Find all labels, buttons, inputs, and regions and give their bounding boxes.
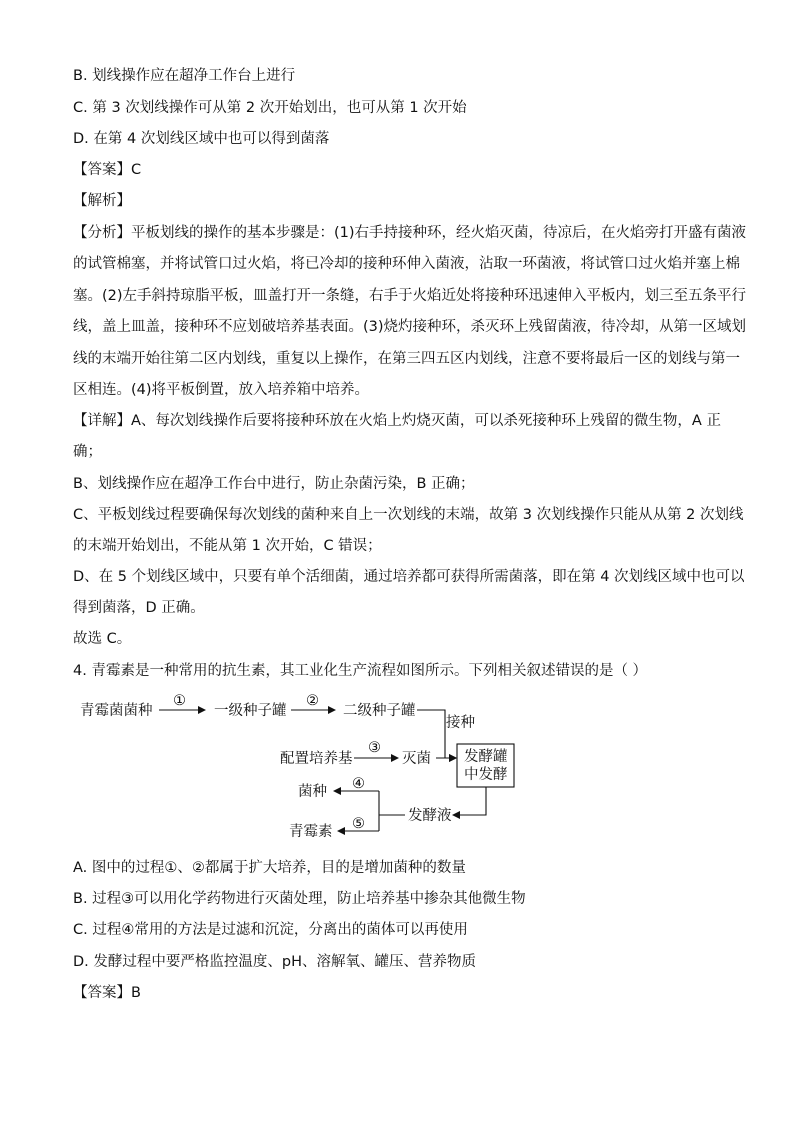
option-c: C. 过程④常用的方法是过滤和沉淀，分离出的菌体可以再使用 bbox=[73, 922, 468, 938]
text-line: D、在 5 个划线区域中，只要有单个活细菌，通过培养都可获得所需菌落，即在第 4 次划线区域中也可以 bbox=[73, 569, 745, 585]
text-line: 确； bbox=[73, 444, 102, 460]
text-line: 故选 C。 bbox=[73, 631, 132, 647]
text-line: 【分析】平板划线的操作的基本步骤是：(1)右手持接种环，经火焰灭菌，待凉后，在火焰旁打开盛有菌液 bbox=[73, 225, 747, 241]
text-line: C. 第 3 次划线操作可从第 2 次开始划出，也可从第 1 次开始 bbox=[73, 100, 467, 116]
step-4-label: ④ bbox=[352, 776, 365, 792]
arrow-broth bbox=[453, 787, 486, 815]
option-d: D. 发酵过程中要严格监控温度、pH、溶解氧、罐压、营养物质 bbox=[73, 954, 476, 970]
node-broth: 发酵液 bbox=[408, 808, 452, 824]
step-2-label: ② bbox=[306, 693, 319, 709]
text-line: B. 划线操作应在超净工作台上进行 bbox=[73, 68, 296, 84]
node-fermenter-2: 中发酵 bbox=[464, 767, 508, 783]
text-line: D. 在第 4 次划线区域中也可以得到菌落 bbox=[73, 131, 330, 147]
text-line: 的试管棉塞，并将试管口过火焰，将已冷却的接种环伸入菌液，沾取一环菌液，将试管口过火焰并塞上棉 bbox=[73, 256, 740, 272]
text-line: 得到菌落，D 正确。 bbox=[73, 600, 205, 616]
node-strain: 青霉菌菌种 bbox=[80, 703, 153, 719]
step-3-label: ③ bbox=[368, 740, 381, 756]
inoculate-label: 接种 bbox=[446, 715, 475, 731]
text-line: 的末端开始划出，不能从第 1 次开始，C 错误； bbox=[73, 538, 382, 554]
analysis-label: 【解析】 bbox=[73, 193, 131, 209]
text-line: 线的末端开始往第二区内划线，重复以上操作，在第三四五区内划线，注意不要将最后一区的划线与第一 bbox=[73, 351, 740, 367]
answer-label: 【答案】B bbox=[73, 985, 141, 1001]
node-primary-tank: 一级种子罐 bbox=[214, 703, 287, 719]
node-strain-out: 菌种 bbox=[298, 784, 327, 800]
text-line: 【详解】A、每次划线操作后要将接种环放在火焰上灼烧灭菌，可以杀死接种环上残留的微生物，A 正 bbox=[73, 413, 721, 429]
question-stem: 4. 青霉素是一种常用的抗生素，其工业化生产流程如图所示。下列相关叙述错误的是（ ） bbox=[73, 663, 648, 679]
text-line: 区相连。(4)将平板倒置，放入培养箱中培养。 bbox=[73, 382, 370, 398]
text-line: C、平板划线过程要确保每次划线的菌种来自上一次划线的末端，故第 3 次划线操作只能从从第 2 次划线 bbox=[73, 507, 744, 523]
answer-label: 【答案】C bbox=[73, 162, 142, 178]
node-medium: 配置培养基 bbox=[280, 751, 353, 767]
node-penicillin: 青霉素 bbox=[289, 824, 333, 840]
text-line: 塞。(2)左手斜持琼脂平板，皿盖打开一条缝，右手于火焰近处将接种环迅速伸入平板内，划三至五条平行 bbox=[73, 288, 747, 304]
node-sterilize: 灭菌 bbox=[402, 751, 431, 767]
text-line: B、划线操作应在超净工作台中进行，防止杂菌污染，B 正确； bbox=[73, 476, 475, 492]
option-a: A. 图中的过程①、②都属于扩大培养，目的是增加菌种的数量 bbox=[73, 860, 466, 876]
node-secondary-tank: 二级种子罐 bbox=[343, 703, 416, 719]
step-5-label: ⑤ bbox=[352, 816, 365, 832]
text-line: 线，盖上皿盖，接种环不应划破培养基表面。(3)烧灼接种环，杀灭环上残留菌液，待冷却，从第一区域划 bbox=[73, 319, 747, 335]
node-fermenter-1: 发酵罐 bbox=[464, 749, 508, 765]
option-b: B. 过程③可以用化学药物进行灭菌处理，防止培养基中掺杂其他微生物 bbox=[73, 891, 526, 907]
step-1-label: ① bbox=[173, 693, 186, 709]
